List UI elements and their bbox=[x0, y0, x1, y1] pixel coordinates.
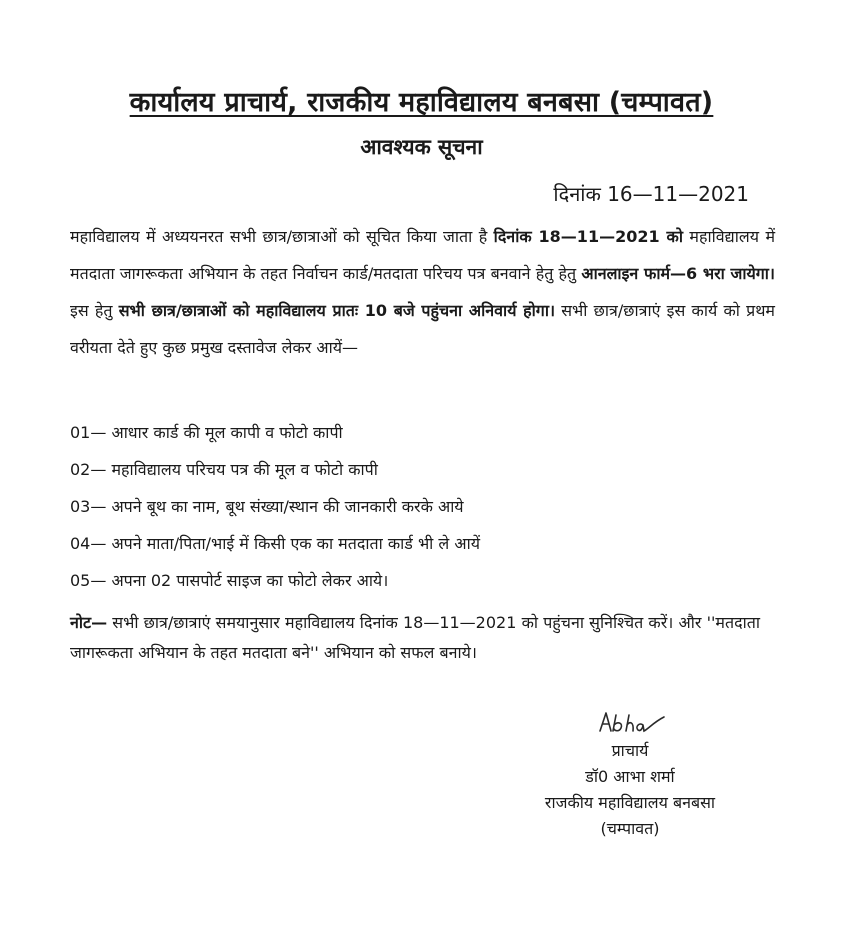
date-value: 16—11—2021 bbox=[607, 182, 749, 206]
note-label: नोट— bbox=[70, 613, 108, 632]
notice-date bbox=[553, 180, 749, 207]
documents-list bbox=[70, 418, 480, 603]
signatory-name: डॉ0 आभा शर्मा bbox=[585, 767, 675, 786]
intro-form-info: आनलाइन फार्म—6 भरा जायेगा। bbox=[581, 264, 775, 283]
list-item: 04— अपने माता/पिता/भाई में किसी एक का मतदाता कार्ड भी ले आयें bbox=[70, 534, 480, 553]
list-item: 05— अपना 02 पासपोर्ट साइज का फोटो लेकर आये। bbox=[70, 571, 389, 590]
list-item: 01— आधार कार्ड की मूल कापी व फोटो कापी bbox=[70, 423, 343, 442]
intro-event-date: दिनांक 18—11—2021 को bbox=[493, 227, 683, 246]
note-paragraph bbox=[70, 608, 760, 668]
office-title: कार्यालय प्राचार्य, राजकीय महाविद्यालय बनबसा (चम्पावत) bbox=[129, 87, 714, 118]
intro-paragraph bbox=[70, 218, 775, 366]
intro-text-1: महाविद्यालय में अध्ययनरत सभी छात्र/छात्राओं को सूचित किया जाता है bbox=[70, 227, 494, 246]
intro-attendance-info: सभी छात्र/छात्राओं को महाविद्यालय प्रातः 10 बजे पहुंचना अनिवार्य होगा। bbox=[118, 301, 556, 320]
date-label: दिनांक bbox=[553, 182, 601, 206]
signatory-college: राजकीय महाविद्यालय बनबसा bbox=[544, 793, 716, 812]
list-item: 02— महाविद्यालय परिचय पत्र की मूल व फोटो कापी bbox=[70, 460, 378, 479]
list-item: 03— अपने बूथ का नाम, बूथ संख्या/स्थान की जानकारी करके आये bbox=[70, 497, 464, 516]
note-text: सभी छात्र/छात्राएं समयानुसार महाविद्यालय दिनांक 18—11—2021 को पहुंचना सुनिश्चित करें। और ''मतदाता जागरूकता अभियान के तहत मतदाता बने'' अभियान को सफल बनाये। bbox=[70, 613, 760, 662]
principal-signature bbox=[596, 707, 668, 737]
notice-heading: आवश्यक सूचना bbox=[360, 135, 483, 159]
intro-text-4: सभी छात्र/छात्राएं इस कार्य को प्रथम वरीयता देते हुए कुछ प्रमुख दस्तावेज लेकर आयें— bbox=[70, 301, 775, 357]
signatory-district: (चम्पावत) bbox=[600, 819, 660, 838]
intro-text-2: महाविद्यालय में मतदाता जागरूकता अभियान के तहत निर्वाचन कार्ड/मतदाता परिचय पत्र बनवाने हेतु हेतु bbox=[70, 227, 776, 283]
signatory-designation: प्राचार्य bbox=[611, 741, 649, 760]
intro-text-3: इस हेतु bbox=[70, 301, 119, 320]
signatory-block bbox=[500, 738, 760, 842]
